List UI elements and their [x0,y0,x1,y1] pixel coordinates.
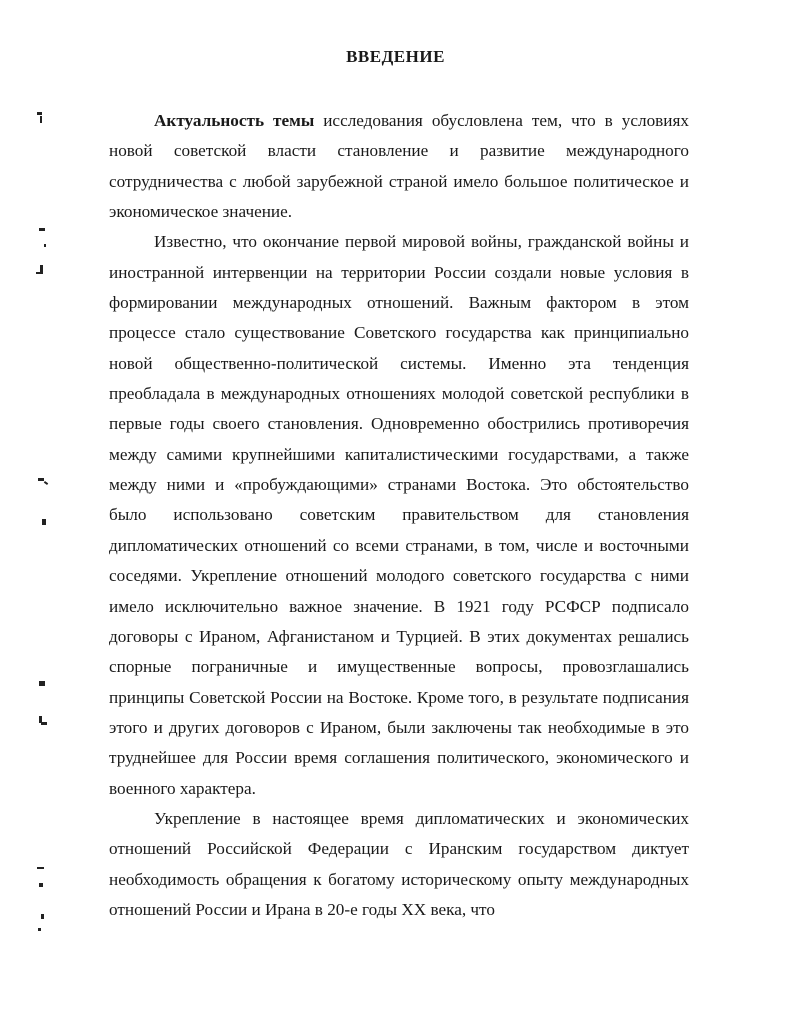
scan-mark [37,867,44,869]
scan-mark [39,883,43,887]
paragraph [109,804,689,925]
scan-mark [44,244,46,247]
paragraph [109,106,689,227]
scan-mark [39,681,45,686]
scan-mark [42,519,46,525]
paragraph-text: Укрепление в настоящее время дипломатических и экономических отношений Российской Федерации с Иранским государством диктует необходимость обращения к богатому историческому опыту международных отношений России и Ирана в 20-е годы XX века, что [109,808,689,919]
paragraph [109,227,689,804]
scan-mark [37,112,42,115]
scan-mark [39,228,45,231]
page-title: ВВЕДЕНИЕ [346,47,445,66]
scan-mark [44,481,48,485]
scan-mark [36,272,42,274]
scan-mark [41,914,44,919]
scan-mark [41,722,47,725]
scan-mark [38,478,44,481]
scan-mark [40,116,42,123]
scan-mark [38,928,41,931]
paragraph-text: исследования обусловлена тем, что в условиях новой советской власти становление и развитие международного сотрудничества с любой зарубежной страной имело большое политическое и экономическое значение. [109,111,689,222]
body-text [109,106,689,925]
paragraph-text: Известно, что окончание первой мировой войны, гражданской войны и иностранной интервенции на территории России создали новые условия в формировании международных отношений. Важным фактором в этом процессе стало существование Советского государства как принципиально новой общественно-политической системы. Именно эта тенденция преобладала в международных отношениях молодой советской республики в первые годы своего становления. Одновременно обострились противоречия между самими крупнейшими капиталистическими государствами, а также между ними и «пробуждающими» странами Востока. Это обстоятельство было использовано советским правительством для становления дипломатических отношений со всеми странами, в том, числе и восточными соседями. Укрепление отношений молодого советского государства с ними имело исключительно важное значение. В 1921 году РСФСР подписало договоры с Ираном, Афганистаном и Турцией. В этих документах решались спорные пограничные и имущественные вопросы, провозглашались принципы Советской России на Востоке. Кроме того, в результате подписания этого и других договоров с Ираном, были заключены так необходимые в это труднейшее для России время соглашения политического, экономического и военного характера. [109,232,689,798]
bold-term: Актуальность темы [154,111,315,130]
